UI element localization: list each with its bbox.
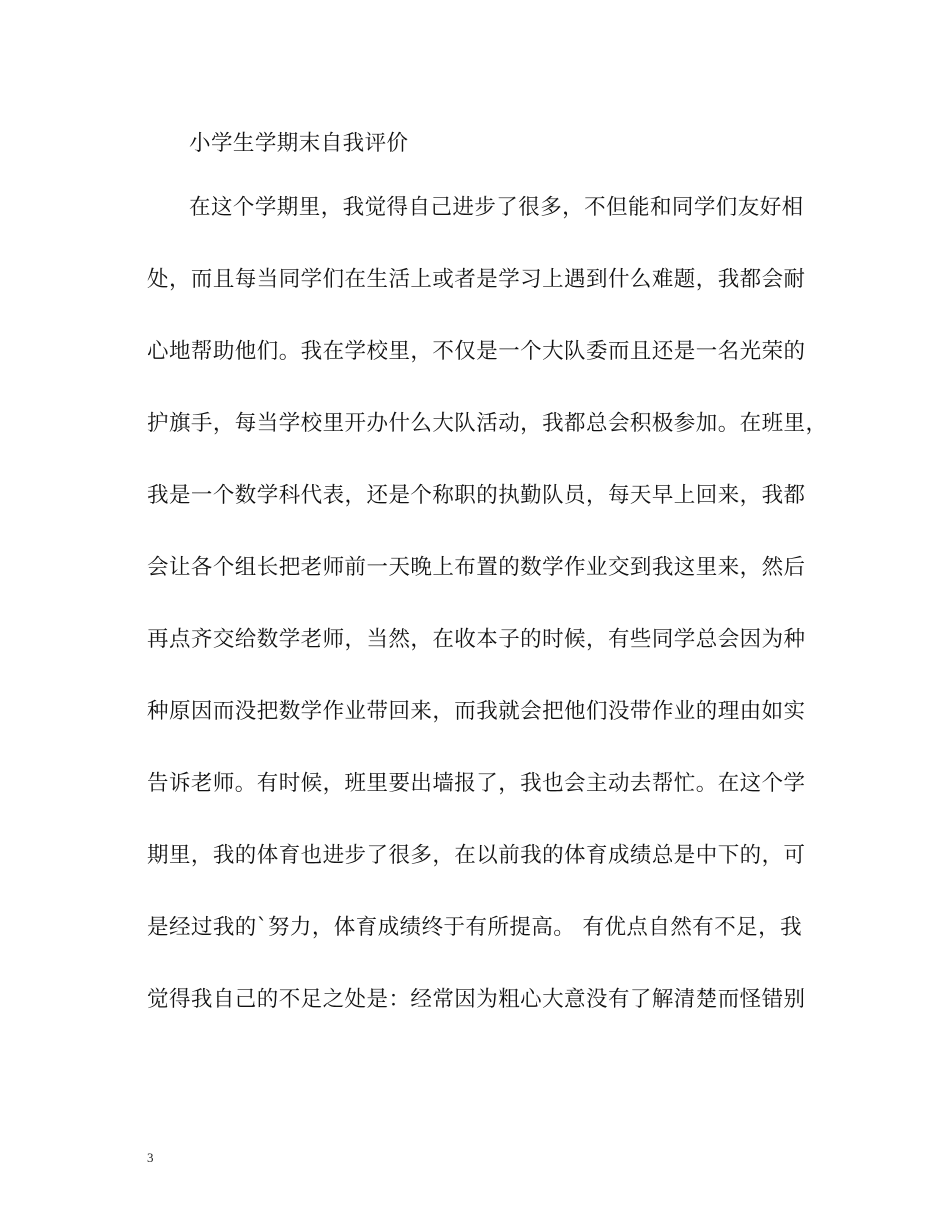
paragraph-line-11: 是经过我的`努力，体育成绩终于有所提高。 有优点自然有不足，我 (147, 915, 803, 940)
paragraph-line-9: 告诉老师。有时候，班里要出墙报了，我也会主动去帮忙。在这个学 (147, 771, 806, 796)
paragraph-line-3: 心地帮助他们。我在学校里，不仅是一个大队委而且还是一名光荣的 (147, 339, 806, 364)
page-number: 3 (147, 1150, 154, 1165)
paragraph-line-5: 我是一个数学科代表，还是个称职的执勤队员，每天早上回来，我都 (147, 483, 806, 508)
paragraph-line-8: 种原因而没把数学作业带回来，而我就会把他们没带作业的理由如实 (147, 699, 806, 724)
paragraph-line-12: 觉得我自己的不足之处是：经常因为粗心大意没有了解清楚而怪错别 (147, 987, 806, 1012)
paragraph-line-6: 会让各个组长把老师前一天晚上布置的数学作业交到我这里来，然后 (147, 555, 806, 580)
paragraph-line-10: 期里，我的体育也进步了很多，在以前我的体育成绩总是中下的，可 (147, 843, 806, 868)
paragraph-line-2: 处，而且每当同学们在生活上或者是学习上遇到什么难题，我都会耐 (147, 267, 806, 292)
paragraph-line-7: 再点齐交给数学老师，当然，在收本子的时候，有些同学总会因为种 (147, 627, 806, 652)
document-title: 小学生学期末自我评价 (189, 131, 409, 156)
paragraph-line-1: 在这个学期里，我觉得自己进步了很多，不但能和同学们友好相 (189, 195, 804, 220)
paragraph-line-4: 护旗手，每当学校里开办什么大队活动，我都总会积极参加。在班里， (147, 411, 828, 436)
